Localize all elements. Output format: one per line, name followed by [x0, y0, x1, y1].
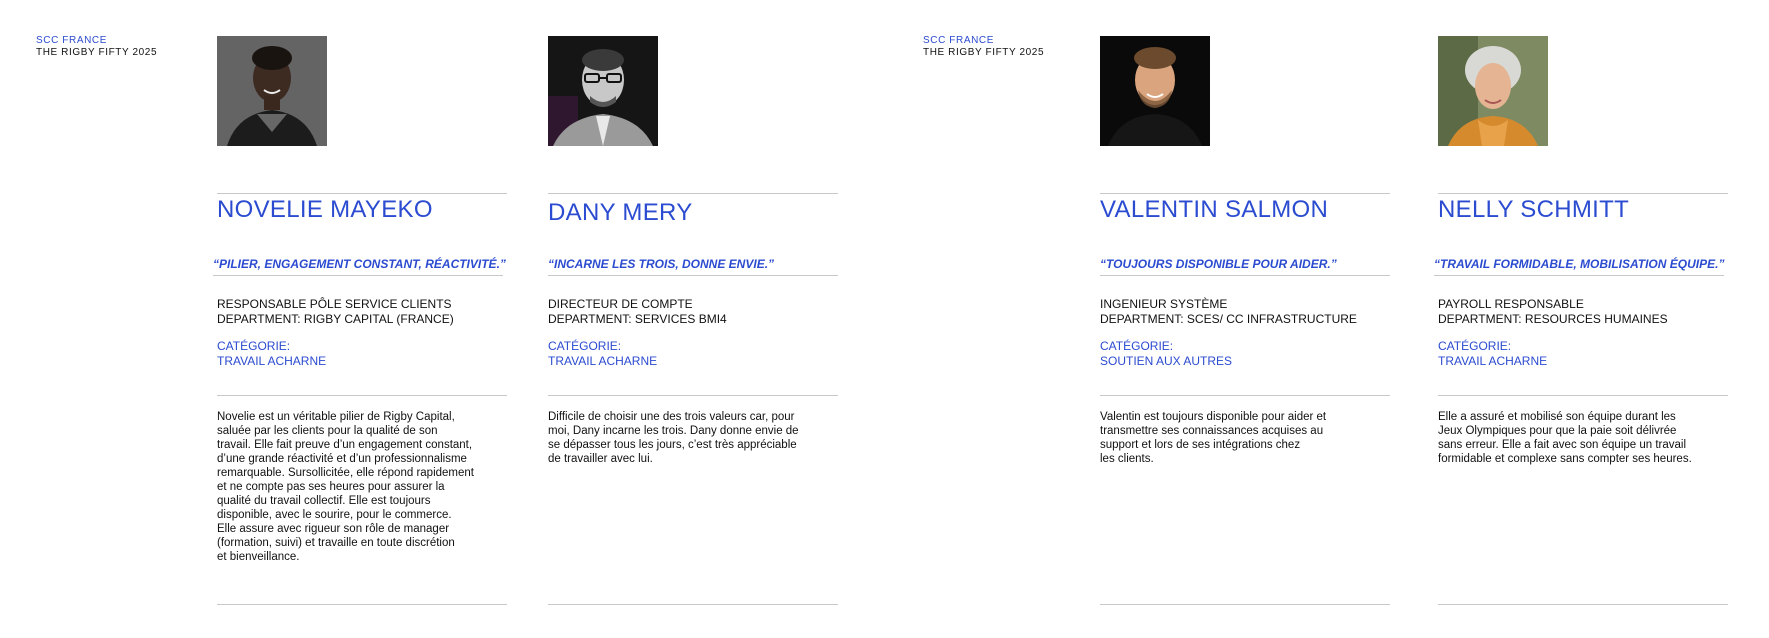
event-title: THE RIGBY FIFTY 2025: [923, 47, 1045, 58]
description: Elle a assuré et mobilisé son équipe durant les Jeux Olympiques pour que la paie soit délivrée sans erreur. Elle a fait avec son équipe un travail formidable et complexe sans compter ses heures.: [1438, 411, 1692, 465]
divider: [213, 275, 503, 276]
divider: [1438, 604, 1728, 605]
divider: [1438, 395, 1728, 396]
brand-header-right: [923, 35, 1044, 59]
person-name: NOVELIE MAYEKO: [217, 196, 433, 223]
portrait-photo: [1438, 36, 1548, 146]
portrait-photo: [217, 36, 327, 146]
description: Difficile de choisir une des trois valeurs car, pour moi, Dany incarne les trois. Dany donne envie de se dépasser tous les jours, c’est très appréciable de travailler avec lui.: [548, 411, 799, 465]
company-name: SCC FRANCE: [923, 35, 995, 46]
company-name: SCC FRANCE: [36, 35, 108, 46]
brand-header-left: [36, 35, 157, 59]
divider: [548, 395, 838, 396]
profile-card-dany-mery: [548, 36, 838, 465]
role-block: [1100, 297, 1357, 327]
divider: [1438, 193, 1728, 194]
category-label: CATÉGORIE:: [217, 339, 291, 353]
role-block: [217, 297, 454, 327]
portrait-image: [1438, 36, 1548, 146]
portrait-image: [548, 36, 658, 146]
person-quote: “INCARNE LES TROIS, DONNE ENVIE.”: [548, 257, 775, 271]
person-quote: “PILIER, ENGAGEMENT CONSTANT, RÉACTIVITÉ.”: [213, 257, 506, 271]
divider: [548, 275, 838, 276]
description: Novelie est un véritable pilier de Rigby Capital, saluée par les clients pour la qualité de son travail. Elle fait preuve d’un engagement constant, d’une grande réactivité et d’un professionnalisme remarquable. Sursollicitée, elle répond rapidement et ne compte pas ses heures pour assurer la qualité du travail collectif. Elle est toujours disponible, avec le sourire, pour le commerce. Elle assure avec rigueur son rôle de manager (formation, suivi) et travaille en toute discrétion et bienveillance.: [217, 411, 474, 563]
person-name: NELLY SCHMITT: [1438, 196, 1630, 223]
role-block: [1438, 297, 1668, 327]
person-name: VALENTIN SALMON: [1100, 196, 1329, 223]
category-value: TRAVAIL ACHARNE: [1438, 354, 1548, 368]
category-block: [1438, 339, 1547, 369]
profile-card-valentin-salmon: [1100, 36, 1390, 465]
role-block: [548, 297, 727, 327]
job-title: RESPONSABLE PÔLE SERVICE CLIENTS: [217, 297, 452, 311]
divider: [1100, 395, 1390, 396]
portrait-photo: [1100, 36, 1210, 146]
divider: [1100, 193, 1390, 194]
divider: [1434, 275, 1724, 276]
divider: [1100, 604, 1390, 605]
description: Valentin est toujours disponible pour aider et transmettre ses connaissances acquises au support et lors de ses intégrations chez les clients.: [1100, 411, 1327, 465]
portrait-image: [217, 36, 327, 146]
category-label: CATÉGORIE:: [548, 339, 622, 353]
job-title: PAYROLL RESPONSABLE: [1438, 297, 1584, 311]
profile-card-nelly-schmitt: [1434, 36, 1728, 465]
category-block: [217, 339, 326, 369]
department: DEPARTMENT: SCES/ CC INFRASTRUCTURE: [1100, 312, 1357, 326]
divider: [217, 604, 507, 605]
job-title: INGENIEUR SYSTÈME: [1100, 297, 1228, 311]
category-label: CATÉGORIE:: [1100, 339, 1174, 353]
job-title: DIRECTEUR DE COMPTE: [548, 297, 693, 311]
category-value: TRAVAIL ACHARNE: [548, 354, 658, 368]
category-block: [1100, 339, 1232, 369]
profile-card-novelie-mayeko: [213, 36, 507, 563]
divider: [217, 193, 507, 194]
person-quote: “TRAVAIL FORMIDABLE, MOBILISATION ÉQUIPE.”: [1434, 257, 1725, 271]
divider: [217, 395, 507, 396]
person-name: DANY MERY: [548, 199, 693, 226]
divider: [1100, 275, 1390, 276]
portrait-image: [1100, 36, 1210, 146]
department: DEPARTMENT: SERVICES BMI4: [548, 312, 727, 326]
category-block: [548, 339, 657, 369]
divider: [548, 604, 838, 605]
category-label: CATÉGORIE:: [1438, 339, 1512, 353]
person-quote: “TOUJOURS DISPONIBLE POUR AIDER.”: [1100, 257, 1337, 271]
divider: [548, 193, 838, 194]
department: DEPARTMENT: RESOURCES HUMAINES: [1438, 312, 1668, 326]
category-value: SOUTIEN AUX AUTRES: [1100, 354, 1233, 368]
portrait-photo: [548, 36, 658, 146]
event-title: THE RIGBY FIFTY 2025: [36, 47, 158, 58]
department: DEPARTMENT: RIGBY CAPITAL (FRANCE): [217, 312, 454, 326]
category-value: TRAVAIL ACHARNE: [217, 354, 327, 368]
